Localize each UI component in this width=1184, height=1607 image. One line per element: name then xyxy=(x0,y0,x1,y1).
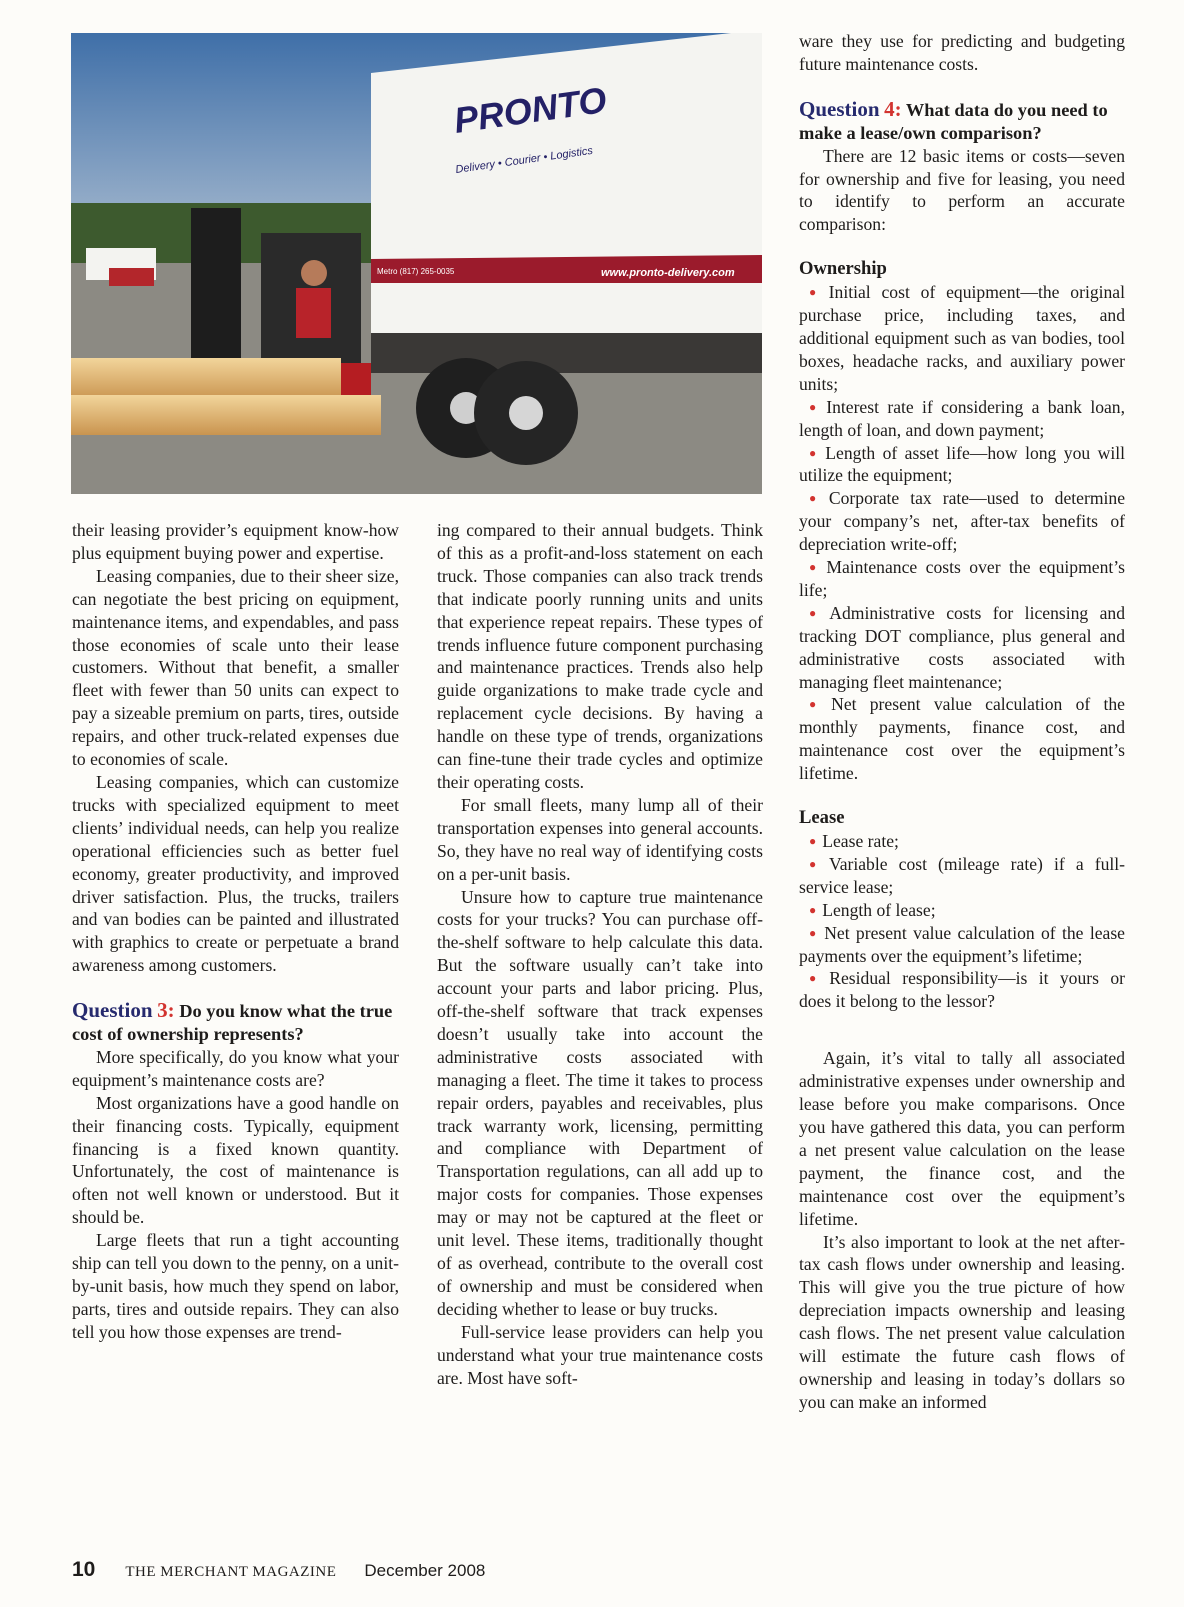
article-column-1 xyxy=(72,519,399,1344)
page-footer xyxy=(72,1558,485,1588)
paragraph: Most organizations have a good handle on their financing costs. Typically, equipment financing is a fixed known quantity. Unfortunately, the cost of maintenance is often not well known or understood. But it should be. xyxy=(72,1092,399,1228)
paragraph: their leasing provider’s equipment know-how plus equipment buying power and expertise. xyxy=(72,520,399,563)
ownership-heading: Ownership xyxy=(799,258,887,280)
list-item: ● Length of lease; xyxy=(809,899,936,920)
lease-list xyxy=(799,830,1125,1013)
truck-phone: Metro (817) 265-0035 xyxy=(377,267,455,276)
truck-logo: PRONTO xyxy=(451,78,609,141)
article-photo xyxy=(71,33,762,494)
paragraph: Unsure how to capture true maintenance costs for your trucks? You can purchase off-the-shelf software to help calculate this data. But the software usually can’t take into account your parts and labor pricing. Plus, off-the-shelf software that track expenses doesn’t usually take into account the administrative costs associated with managing a fleet. The time it takes to process repair orders, payables and receivables, plus track warranty work, licensing, permitting and compliance with Department of Transportation regulations, can all add up to major costs for companies. Those expenses may or may not be captured at the fleet or unit level. These items, traditionally thought of as overhead, contribute to the overall cost of ownership and must be considered when deciding whether to lease or buy trucks. xyxy=(437,886,763,1319)
magazine-name: THE MERCHANT MAGAZINE xyxy=(125,1564,337,1580)
bullet-icon: ● xyxy=(809,285,823,300)
truck-tagline: Delivery • Courier • Logistics xyxy=(454,144,594,176)
bullet-icon: ● xyxy=(809,925,819,940)
list-item: ● Net present value calculation of the lease payments over the equipment’s lifetime; xyxy=(799,922,1125,966)
list-item: ● Corporate tax rate—used to determine your company’s net, after-tax benefits of depreciation write-off; xyxy=(799,488,1126,555)
article-column-2 xyxy=(437,519,763,1389)
list-item: ● Net present value calculation of the monthly payments, finance cost, and maintenance cost over the equipment’s lifetime. xyxy=(799,694,1125,784)
question-number: 4: xyxy=(884,96,902,121)
paragraph: Again, it’s vital to tally all associated administrative expenses under ownership and lease before you make comparisons. Once you have gathered this data, you can perform a net present value calculation on the lease payment, the finance cost, and the maintenance cost over the equipment’s lifetime. xyxy=(799,1048,1125,1229)
lumber-beam xyxy=(71,358,341,400)
bullet-icon: ● xyxy=(809,834,817,848)
paragraph: There are 12 basic items or costs—seven for ownership and five for leasing, you need to identify to perform an accurate comparison: xyxy=(799,145,1125,235)
paragraph: ing compared to their annual budgets. Think of this as a profit-and-loss statement on each truck. Those companies can also track trends that indicate poorly running units and units that experience repeat repairs. These types of trends influence future component purchasing and maintenance practices. Trends also help guide organizations to make trade cycle and replacement cycle decisions. By having a handle on these type of trends, organizations can fine-tune their trade cycles and optimize their operating costs. xyxy=(437,520,763,792)
article-column-3 xyxy=(799,30,1125,1414)
ownership-list xyxy=(799,281,1125,785)
bullet-icon: ● xyxy=(809,971,824,986)
list-item: ● Initial cost of equipment—the original purchase price, including taxes, and additional equipment such as van bodies, tool boxes, headache racks, and auxiliary power units; xyxy=(799,282,1126,394)
lease-heading: Lease xyxy=(799,807,845,829)
question-text: Do you know what the true cost of ownership represents? xyxy=(72,1001,393,1045)
truck-website: www.pronto-delivery.com xyxy=(601,267,735,279)
bullet-icon: ● xyxy=(809,491,823,506)
bullet-icon: ● xyxy=(809,445,820,460)
paragraph: Large fleets that run a tight accounting ship can tell you down to the penny, on a unit-by-unit basis, how much they spend on labor, parts, tires and outside repairs. They can also tell you how those expenses are trend- xyxy=(72,1230,399,1342)
truck-forklift-photo xyxy=(71,33,762,494)
question-4-heading xyxy=(799,98,1125,145)
driver xyxy=(296,288,331,338)
bullet-icon: ● xyxy=(809,560,821,575)
question-label: Question xyxy=(799,96,880,121)
bullet-icon: ● xyxy=(809,605,824,620)
list-item: ● Administrative costs for licensing and tracking DOT compliance, plus general and administrative costs associated with managing fleet maintenance; xyxy=(799,602,1126,692)
paragraph: Leasing companies, due to their sheer size, can negotiate the best pricing on equipment, maintenance items, and expendables, and pass those economies of scale unto their lease customers. Without that benefit, a smaller fleet with fewer than 50 units can expect to pay a sizeable premium on parts, tires, outside repairs, and other truck-related expenses due to economies of scale. xyxy=(72,565,399,770)
question-label: Question xyxy=(72,998,153,1023)
question-number: 3: xyxy=(157,998,175,1023)
paragraph: More specifically, do you know what your equipment’s maintenance costs are? xyxy=(72,1046,399,1090)
list-item: ● Maintenance costs over the equipment’s life; xyxy=(799,557,1125,600)
paragraph: ware they use for predicting and budgeting future maintenance costs. xyxy=(799,31,1125,74)
bullet-icon: ● xyxy=(809,902,817,917)
list-item: ● Lease rate; xyxy=(809,831,899,851)
bullet-icon: ● xyxy=(809,697,826,712)
question-3-heading xyxy=(72,999,399,1046)
paragraph: Leasing companies, which can customize trucks with specialized equipment to meet clients’ individual needs, can help you realize operational efficiencies such as better fuel economy, greater productivity, and improved driver satisfaction. Plus, the trucks, trailers and van bodies can be painted and illustrated with graphics to create or perpetuate a brand awareness among customers. xyxy=(72,771,399,976)
paragraph: It’s also important to look at the net after-tax cash flows under ownership and leasing. This will give you the true picture of how depreciation impacts ownership and leasing cash flows. The net present value calculation will estimate the future cash flows of ownership and leasing in today’s dollars so you can make an informed xyxy=(799,1231,1125,1412)
paragraph: For small fleets, many lump all of their transportation expenses into general accounts. So, they have no real way of identifying costs on a per-unit basis. xyxy=(437,794,763,884)
list-item: ● Length of asset life—how long you will utilize the equipment; xyxy=(799,442,1125,486)
bullet-icon: ● xyxy=(809,856,823,871)
question-text: What data do you need to make a lease/own comparison? xyxy=(799,99,1108,143)
issue-date: December 2008 xyxy=(364,1561,486,1580)
list-item: ● Interest rate if considering a bank loan, length of loan, and down payment; xyxy=(799,396,1126,440)
page-number: 10 xyxy=(72,1558,96,1581)
paragraph: Full-service lease providers can help you understand what your true maintenance costs are. Most have soft- xyxy=(437,1321,763,1388)
list-item: ● Residual responsibility—is it yours or does it belong to the lessor? xyxy=(799,968,1126,1012)
lumber-beam xyxy=(71,395,381,435)
bullet-icon: ● xyxy=(809,399,821,414)
list-item: ● Variable cost (mileage rate) if a full-service lease; xyxy=(799,853,1125,897)
